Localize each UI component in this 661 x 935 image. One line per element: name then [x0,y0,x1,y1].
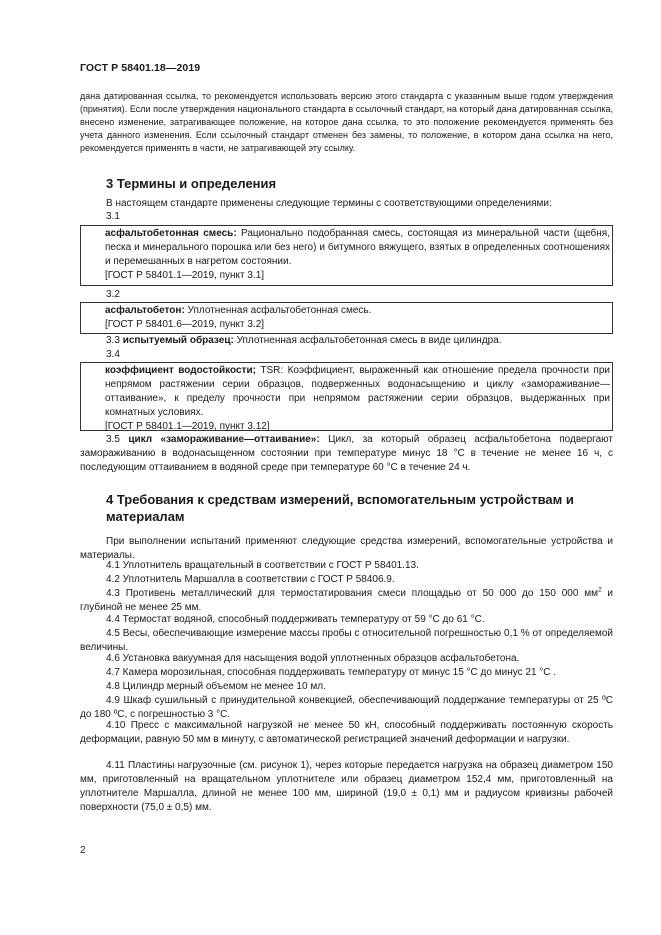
item-4-7: 4.7 Камера морозильная, способная поддерживать температуру от минус 15 °С до минус 21 °С . [106,667,557,678]
item-4-3-text: 4.3 Противень металлический для термостатирования смеси площадью от 50 000 до 150 000 мм [106,588,598,599]
term-3-4-box [80,362,613,431]
section-4-heading: 4 Требования к средствам измерений, вспомогательным устройствам и материалам [106,492,574,524]
term-3-5-number: 3.5 [106,434,120,445]
term-3-4-name: коэффициент водостойкости; [105,365,256,376]
term-3-5-definition: Цикл, за который образец асфальтобетона подвергают замораживанию в водонасыщенном состоянии при температуре минус 18 °С в течение не менее 16 ч, с последующим оттаиванием в водяной среде при температуре 60 °С в течение 24 ч. [80,434,614,473]
item-4-8: 4.8 Цилиндр мерный объемом не менее 10 мл. [106,681,326,692]
item-4-3-superscript: 2 [597,586,602,594]
term-3-4-source: [ГОСТ Р 58401.1—2019, пункт 3.12] [105,420,270,432]
term-3-5 [80,433,613,475]
term-3-1-name: асфальтобетонная смесь: [105,228,237,239]
term-3-4-number: 3.4 [106,349,120,360]
item-4-1: 4.1 Уплотнитель вращательный в соответствии с ГОСТ Р 58401.13. [106,560,419,571]
intro-paragraph: дана датированная ссылка, то рекомендуется использовать версию этого стандарта с указанным выше годом утверждения (принятия). Если после утверждения национального стандарта в ссылочный стандарт, на который дана датированная ссылка, внесено изменение, затрагивающее положение, на которое дана ссылка, то это положение рекомендуется применять без учета данного изменения. Если ссылочный стандарт отменен без замены, то положение, в котором дана ссылка на него, рекомендуется применять в части, не затрагивающей эту ссылку. [80,91,613,154]
term-3-3-name: испытуемый образец: [122,335,234,346]
term-3-1-source: [ГОСТ Р 58401.1—2019, пункт 3.1] [105,269,265,281]
item-4-11: 4.11 Пластины нагрузочные (см. рисунок 1), через которые передается нагрузка на образец диаметром 150 мм, приготовленный на вращательном уплотнителе или образец диаметром 152,4 мм, приготовленный на уплотнителе Маршалла, длиной не менее 100 мм, шириной (19,0 ± 0,1) мм и радиусом кривизны рабочей поверхности (75,0 ± 0,5) мм. [80,760,613,813]
term-3-3 [106,334,502,348]
item-4-6: 4.6 Установка вакуумная для насыщения водой уплотненных образцов асфальтобетона. [106,653,520,664]
term-3-5-name: цикл «замораживание—оттаивание»: [128,434,320,445]
item-4-5: 4.5 Весы, обеспечивающие измерение массы пробы с относительной погрешностью 0,1 % от определяемой величины. [80,628,613,653]
term-3-3-number: 3.3 [106,335,120,346]
term-3-1-number: 3.1 [106,211,120,222]
section-3-intro: В настоящем стандарте применены следующие термины с соответствующими определениями: [106,198,552,209]
item-4-4: 4.4 Термостат водяной, способный поддерживать температуру от 59 °С до 61 °С. [106,614,485,625]
item-4-9: 4.9 Шкаф сушильный с принудительной конвекцией, обеспечивающий поддержание температуры от 25 ºС до 180 ºС, с погрешностью 3 °С. [80,695,613,720]
term-3-2-name: асфальтобетон: [105,305,185,316]
term-3-2-box [80,302,613,334]
section-3-heading: 3 Термины и определения [106,176,277,191]
term-3-4-definition: TSR: Коэффициент, выраженный как отношение предела прочности при непрямом растяжении серии образцов, подверженных водонасыщению и циклу «замораживание—оттаивание», к пределу прочности при непрямом растяжении серии образцов, выдержанных при комнатных условиях. [105,365,610,418]
term-3-2-number: 3.2 [106,289,120,300]
term-3-3-definition: Уплотненная асфальтобетонная смесь в виде цилиндра. [233,335,502,346]
item-4-10: 4.10 Пресс с максимальной нагрузкой не менее 50 кН, способный поддерживать постоянную скорость деформации, равную 50 мм в минуту, с автоматической регистрацией значений деформации и нагрузки. [80,720,613,745]
term-3-1-box [80,225,613,286]
item-4-2: 4.2 Уплотнитель Маршалла в соответствии с ГОСТ Р 58406.9. [106,574,395,585]
term-3-2-source: [ГОСТ Р 58401.6—2019, пункт 3.2] [105,318,265,330]
term-3-2-definition: Уплотненная асфальтобетонная смесь. [184,305,372,316]
document-header: ГОСТ Р 58401.18—2019 [80,62,201,74]
section-4-intro: При выполнении испытаний применяют следующие средства измерений, вспомогательные устройства и материалы. [80,536,613,561]
item-4-3-tail: и глубиной не менее 25 мм. [80,588,613,613]
item-4-3 [80,587,613,615]
page-number: 2 [80,845,86,856]
term-3-1-definition: Рационально подобранная смесь, состоящая из минеральной части (щебня, песка и минерального порошка или без него) и битумного вяжущего, взятых в определенных соотношениях и перемешанных в нагретом состоянии. [105,228,611,267]
